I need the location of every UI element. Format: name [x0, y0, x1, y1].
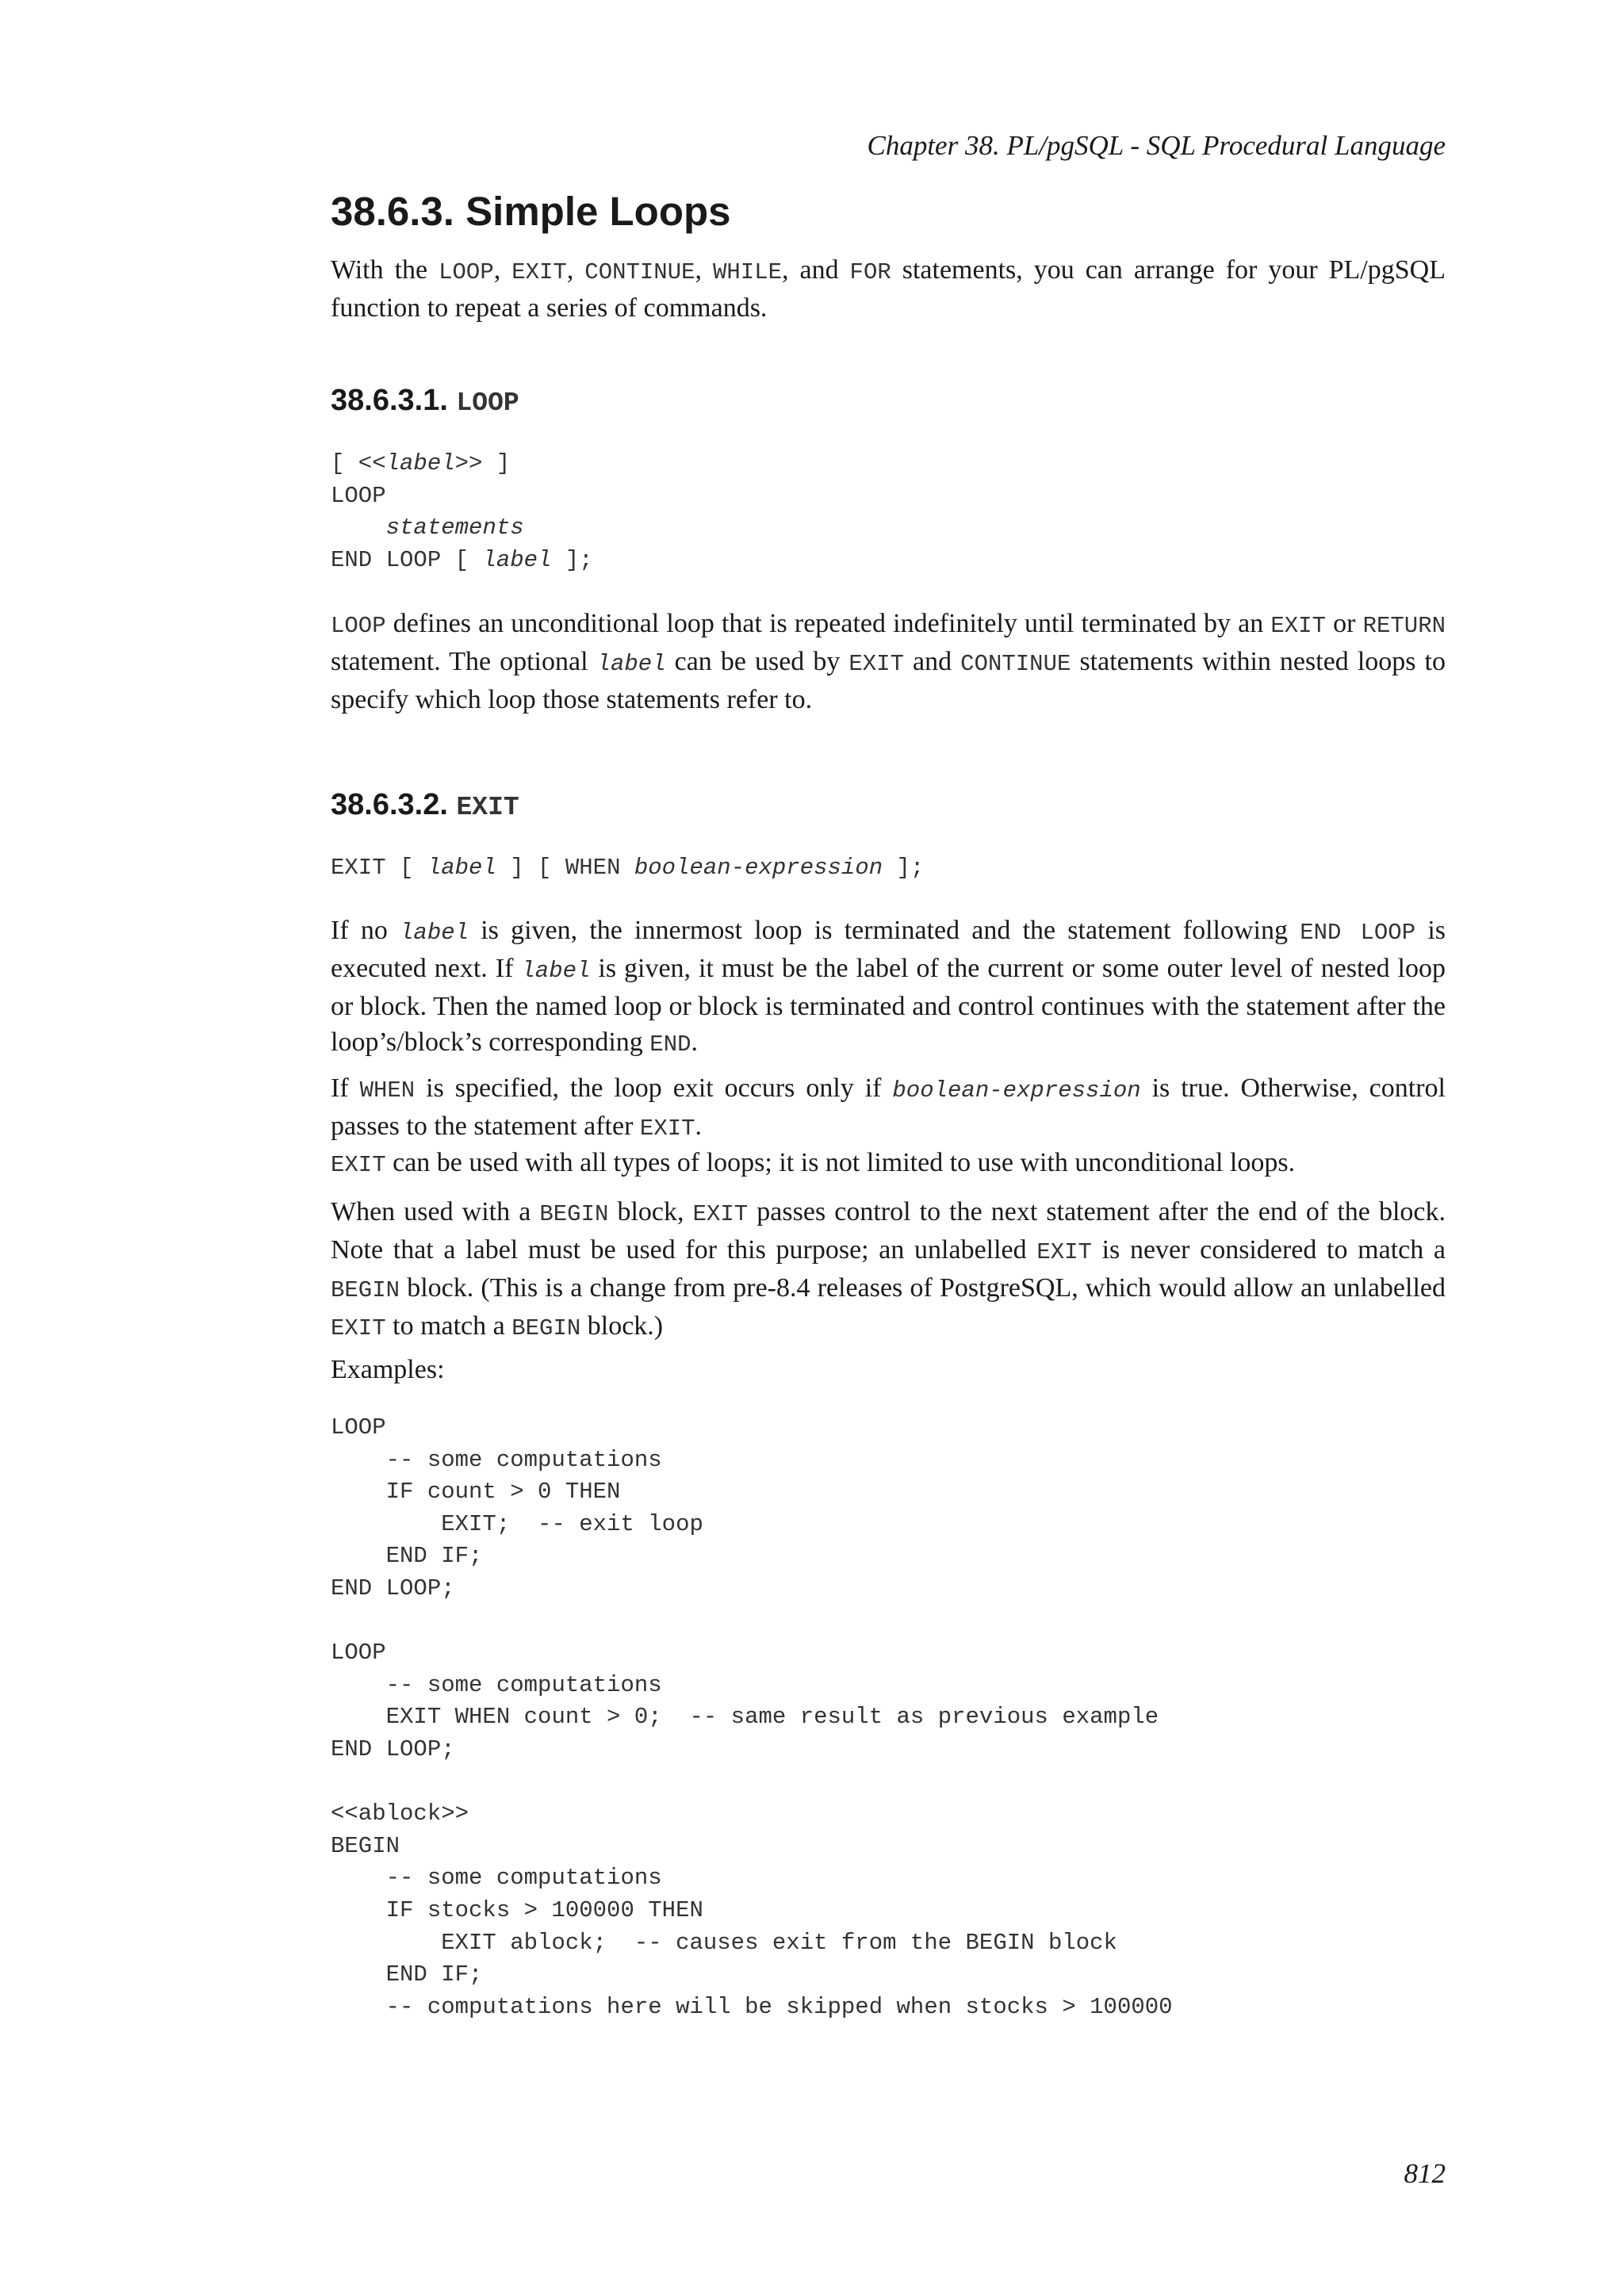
loop-syntax: [ <<label>> ] LOOP statements END LOOP [ label ]; — [331, 450, 593, 573]
exit-paragraph-when: If WHEN is specified, the loop exit occurs only if boolean-expression is true. Otherwise, control passes to the statement after EXIT. — [331, 1073, 1446, 1142]
page-number: 812 — [1404, 2158, 1446, 2189]
exit-heading: 38.6.3.2. EXIT — [331, 788, 519, 822]
exit-paragraph-types: EXIT can be used with all types of loops; it is not limited to use with unconditional loops. — [331, 1148, 1296, 1178]
exit-paragraph-begin: When used with a BEGIN block, EXIT passes control to the next statement after the end of the block. Note that a label must be used for this purpose; an unlabelled EXIT is never considered to match a BEGIN block. (This is a change from pre-8.4 releases of PostgreSQL, which would allow an unlabelled EXIT to match a BEGIN block.) — [331, 1197, 1446, 1341]
section-title: 38.6.3. Simple Loops — [331, 189, 731, 234]
exit-syntax: EXIT [ label ] [ WHEN boolean-expression ]; — [331, 855, 925, 881]
exit-paragraph-label: If no label is given, the innermost loop is terminated and the statement following END LOOP is executed next. If label is given, it must be the label of the current or some outer level of nested loop or block. Then the named loop or block is terminated and control continues with the statement after the loop’s/block’s corresponding END. — [331, 916, 1446, 1058]
running-header: Chapter 38. PL/pgSQL - SQL Procedural Language — [867, 130, 1446, 161]
loop-description: LOOP defines an unconditional loop that is repeated indefinitely until terminated by an EXIT or RETURN statement. The optional label can be used by EXIT and CONTINUE statements within nested loops to specify which loop those statements refer to. — [331, 609, 1446, 714]
loop-heading: 38.6.3.1. LOOP — [331, 384, 519, 418]
intro-paragraph: With the LOOP, EXIT, CONTINUE, WHILE, and FOR statements, you can arrange for your PL/pgSQL function to repeat a series of commands. — [331, 255, 1446, 323]
examples-label: Examples: — [331, 1355, 445, 1384]
examples-code: LOOP -- some computations IF count > 0 THEN EXIT; -- exit loop END IF; END LOOP; LOOP -- some computations EXIT WHEN count > 0; -- same result as previous example END LOOP; <<ablock>> BEGIN -- some computations IF stocks > 100000 THEN EXIT ablock; -- causes exit from the BEGIN block END IF; -- computations here will be skipped when stocks > 100000 — [331, 1414, 1173, 2020]
